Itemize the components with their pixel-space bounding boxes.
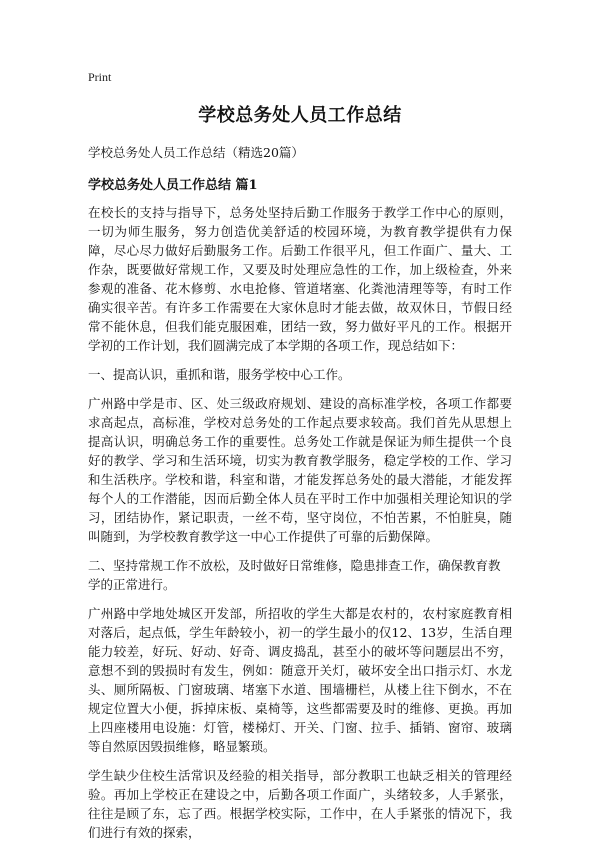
- point-heading-1: 一、提高认识，重抓和谐，服务学校中心工作。: [88, 367, 351, 382]
- document-subtitle: 学校总务处人员工作总结（精选20篇）: [88, 145, 304, 160]
- document-title: 学校总务处人员工作总结: [198, 105, 402, 126]
- paragraph-point-2: 广州路中学地处城区开发部，所招收的学生大都是农村的，农村家庭教育相对落后，起点低，学生年龄较小，初一的学生最小的仅12、13岁，生活自理能力较差，好玩、好动、好奇、调皮捣乱，甚至小的破坏等问题层出不穷，意想不到的毁损时有发生，例如：随意开关灯，破坏安全出口指示灯、水龙头、厕所隔板、门窗玻璃、堵塞下水道、围墙栅栏，从楼上往下倒水，不在规定位置大小便，拆掉床板、桌椅等，这些都需要及时的维修、更换。再加上四座楼用电设施：灯管，楼梯灯、开关、门窗、拉手、插销、窗帘、玻璃等自然原因毁损维修，略显繁琐。: [88, 606, 512, 754]
- point-heading-2: 二、坚持常规工作不放松，及时做好日常维修，隐患排查工作，确保教育教学的正常进行。: [88, 558, 501, 592]
- paragraph-point-1: 广州路中学是市、区、处三级政府规划、建设的高标准学校，各项工作都要求高起点，高标准，学校对总务处的工作起点要求较高。我们首先从思想上提高认识，明确总务工作的重要性。总务处工作就是保证为师生提供一个良好的教学、学习和生活环境，切实为教育教学服务，稳定学校的工作、学习和生活秩序。学校和谐，科室和谐，才能发挥总务处的最大潜能，才能发挥每个人的工作潜能，因而后勤全体人员在平时工作中加强相关理论知识的学习，团结协作，紧记职责，一丝不苟，坚守岗位，不怕苦累，不怕脏臭，随叫随到，为学校教育教学这一中心工作提供了可靠的后勤保障。: [88, 396, 512, 544]
- section-heading: 学校总务处人员工作总结 篇1: [88, 178, 258, 193]
- print-label: Print: [88, 70, 112, 84]
- paragraph-intro: 在校长的支持与指导下，总务处坚持后勤工作服务于教学工作中心的原则，一切为师生服务，努力创造优美舒适的校园环境，为教育教学提供有力保障，尽心尽力做好后勤服务工作。后勤工作很平凡，但工作面广、量大、工作杂，既要做好常规工作，又要及时处理应急性的工作，加上级检查，外来参观的准备、花木修剪、水电抢修、管道堵塞、化粪池清理等等，有时工作确实很辛苦。有许多工作需要在大家休息时才能去做，故双休日，节假日经常不能休息，但我们能克服困难，团结一致，努力做好平凡的工作。根据开学初的工作计划，我们圆满完成了本学期的各项工作，现总结如下：: [88, 205, 512, 353]
- paragraph-point-2-cont: 学生缺少住校生活常识及经验的相关指导，部分教职工也缺乏相关的管理经验。再加上学校正在建设之中，后勤各项工作面广，头绪较多，人手紧张，往往是顾了东，忘了西。根据学校实际，工作中，在人手紧张的情况下，我们进行有效的探索，: [88, 768, 512, 840]
